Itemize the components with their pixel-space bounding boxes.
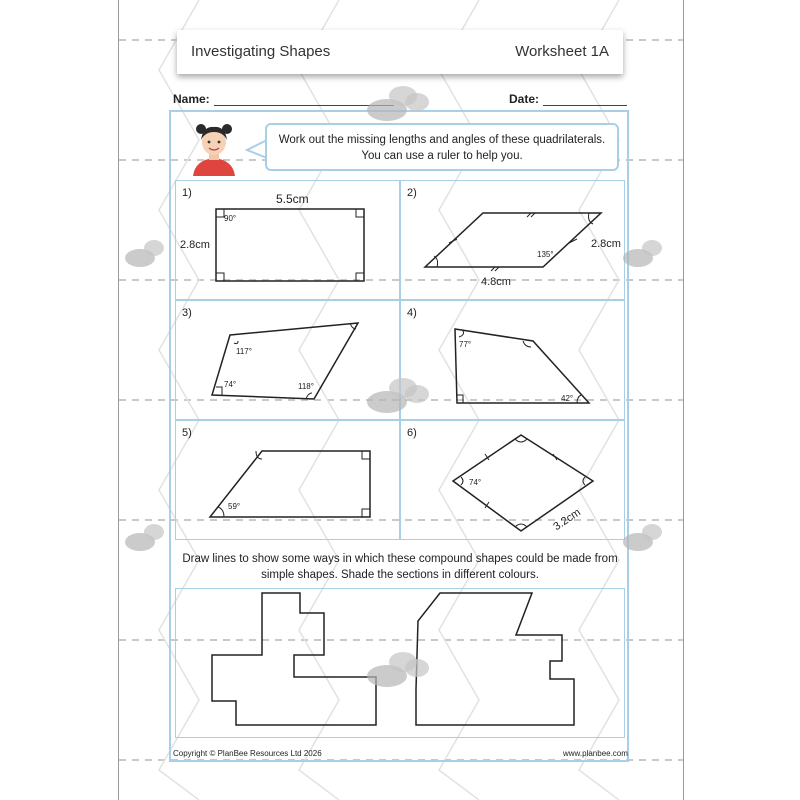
question-number: 4) xyxy=(407,307,417,319)
date-field[interactable] xyxy=(509,92,627,106)
trapezium-diagram xyxy=(176,421,401,541)
date-label: Date: xyxy=(509,92,540,106)
label-side-length: 3.2cm xyxy=(551,506,583,534)
bee-watermark-icon xyxy=(359,374,439,424)
label-bottom-length: 4.8cm xyxy=(481,276,511,288)
footer-website[interactable]: www.planbee.com xyxy=(563,749,628,758)
question-number: 3) xyxy=(182,307,192,319)
label-top-length: 5.5cm xyxy=(276,192,309,206)
label-angle-c: 118° xyxy=(298,382,314,391)
label-angle-b: 74° xyxy=(224,380,237,389)
label-angle-a: 117° xyxy=(236,347,252,356)
label-angle: 90° xyxy=(224,214,237,223)
quadrilateral-grid xyxy=(175,180,625,540)
footer-copyright: Copyright © PlanBee Resources Ltd 2026 xyxy=(173,749,322,758)
question-number: 1) xyxy=(182,187,192,199)
instruction-bubble xyxy=(265,123,619,171)
compound-instruction xyxy=(175,551,625,583)
parallelogram-diagram xyxy=(401,181,626,301)
compound-shape-1 xyxy=(212,593,376,725)
label-angle-a: 74° xyxy=(469,478,482,487)
rectangle-diagram xyxy=(176,181,401,301)
compound-shape-2 xyxy=(416,593,574,725)
question-number: 5) xyxy=(182,427,192,439)
rhombus-diagram xyxy=(401,421,626,541)
bee-watermark-icon xyxy=(359,648,439,698)
label-angle-b: 42° xyxy=(561,394,574,403)
compound-line-2: simple shapes. Shade the sections in different colours. xyxy=(261,569,539,581)
worksheet-number: Worksheet 1A xyxy=(515,43,609,60)
label-angle-a: 59° xyxy=(228,502,241,511)
bee-watermark-icon xyxy=(618,520,674,560)
question-6 xyxy=(400,420,625,540)
worksheet-page xyxy=(118,0,684,800)
question-5 xyxy=(175,420,400,540)
instruction-line-2: You can use a ruler to help you. xyxy=(361,150,523,162)
compound-line-1: Draw lines to show some ways in which these compound shapes could be made from xyxy=(182,553,618,565)
title-banner xyxy=(177,30,623,74)
instruction-line-1: Work out the missing lengths and angles of these quadrilaterals. xyxy=(278,134,606,146)
date-underline xyxy=(543,93,627,106)
name-label: Name: xyxy=(173,92,210,106)
label-angle-a: 77° xyxy=(459,340,472,349)
bee-watermark-icon xyxy=(120,236,176,276)
bee-watermark-icon xyxy=(618,236,674,276)
girl-avatar-icon xyxy=(187,120,241,176)
bee-watermark-icon xyxy=(359,82,439,132)
bee-watermark-icon xyxy=(120,520,176,560)
question-number: 2) xyxy=(407,187,417,199)
label-side-length: 2.8cm xyxy=(591,238,621,250)
question-number: 6) xyxy=(407,427,417,439)
worksheet-title: Investigating Shapes xyxy=(191,43,331,60)
label-angle: 135° xyxy=(537,250,554,259)
question-1 xyxy=(175,180,400,300)
question-2 xyxy=(400,180,625,300)
label-side-length: 2.8cm xyxy=(180,239,210,251)
